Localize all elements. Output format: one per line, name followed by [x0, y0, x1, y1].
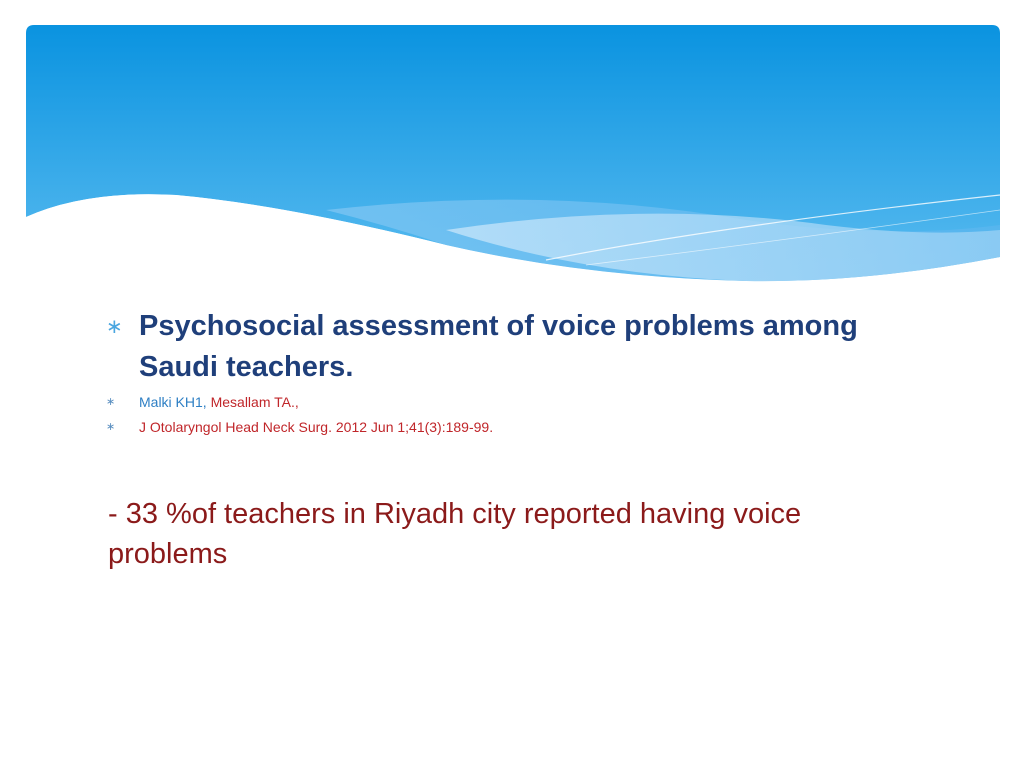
author-separator: ,: [202, 394, 211, 410]
article-title: Psychosocial assessment of voice problems among Saudi teachers.: [139, 310, 858, 383]
author-link-malki[interactable]: Malki KH1: [139, 394, 203, 410]
journal-line: [106, 415, 926, 439]
authors-text: [139, 390, 299, 414]
asterisk-bullet-icon: ∗: [106, 395, 116, 408]
journal-citation-link[interactable]: J Otolaryngol Head Neck Surg. 2012 Jun 1;41(3):189-99.: [139, 419, 494, 435]
finding-text: - 33 %of teachers in Riyadh city reported having voice problems: [108, 498, 802, 570]
author-link-mesallam[interactable]: Mesallam TA.,: [210, 394, 299, 410]
asterisk-bullet-icon: ∗: [106, 420, 116, 433]
asterisk-bullet-icon: ∗: [106, 314, 123, 338]
main-bullet: [106, 306, 926, 388]
authors-line: [106, 390, 926, 414]
